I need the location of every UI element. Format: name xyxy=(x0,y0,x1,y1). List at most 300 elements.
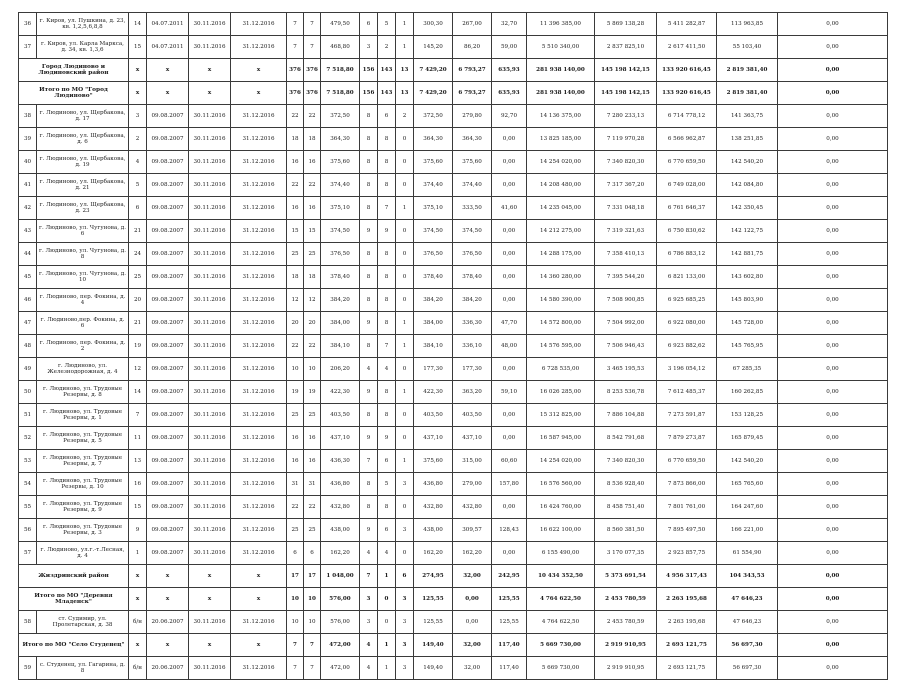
table-cell: 55 xyxy=(19,496,37,519)
table-cell: 16 xyxy=(304,427,321,450)
subtotal-row xyxy=(19,59,888,82)
table-cell: 0,00 xyxy=(492,289,527,312)
table-cell: x xyxy=(189,82,231,105)
table-cell: 59,10 xyxy=(492,381,527,404)
table-cell: 15 xyxy=(129,36,147,59)
table-row xyxy=(19,174,888,197)
table-cell: 30.11.2016 xyxy=(189,358,231,381)
table-cell: 10 xyxy=(287,358,304,381)
table-cell: 10 xyxy=(304,611,321,634)
table-cell: 0,00 xyxy=(778,588,888,611)
table-cell: 7 xyxy=(378,197,396,220)
table-cell: 31.12.2016 xyxy=(231,36,287,59)
table-cell: 0,00 xyxy=(778,473,888,496)
table-row xyxy=(19,542,888,565)
table-cell: x xyxy=(189,59,231,82)
table-cell: 125,55 xyxy=(414,611,453,634)
table-cell: 20 xyxy=(304,312,321,335)
subtotal-label: Итого по МО "Село Студенец" xyxy=(19,634,129,657)
table-cell: 31.12.2016 xyxy=(231,13,287,36)
table-cell: 0 xyxy=(396,496,414,519)
table-cell: 9 xyxy=(378,427,396,450)
table-cell: 16 xyxy=(129,473,147,496)
table-cell: 143 xyxy=(378,59,396,82)
table-cell: 09.08.2007 xyxy=(147,289,189,312)
table-cell: 2 263 195,68 xyxy=(657,588,717,611)
table-cell: 30.11.2016 xyxy=(189,220,231,243)
table-row xyxy=(19,128,888,151)
table-cell: 2 453 780,59 xyxy=(595,588,657,611)
table-cell: 20.06.2007 xyxy=(147,657,189,680)
table-cell: г. Людиново, ул. Щербакова, д. 23 xyxy=(37,197,129,220)
table-cell: 2 923 857,75 xyxy=(657,542,717,565)
table-cell: 7 xyxy=(304,36,321,59)
table-cell: 6 xyxy=(378,105,396,128)
table-cell: 7 xyxy=(304,634,321,657)
table-cell: 18 xyxy=(287,266,304,289)
table-cell: 22 xyxy=(287,105,304,128)
table-cell: 0,00 xyxy=(492,174,527,197)
table-cell: 165 765,60 xyxy=(717,473,778,496)
table-cell: 437,10 xyxy=(321,427,360,450)
table-cell: б/н xyxy=(129,657,147,680)
table-cell: x xyxy=(129,588,147,611)
table-cell: 267,00 xyxy=(453,13,492,36)
table-row xyxy=(19,473,888,496)
table-cell: 7 xyxy=(304,13,321,36)
table-cell: 09.08.2007 xyxy=(147,496,189,519)
table-cell: 47 xyxy=(19,312,37,335)
table-cell: 384,20 xyxy=(414,289,453,312)
table-cell: 7 xyxy=(360,450,378,473)
table-cell: 20 xyxy=(129,289,147,312)
table-cell: 2 263 195,68 xyxy=(657,611,717,634)
table-cell: 09.08.2007 xyxy=(147,128,189,151)
table-cell: 0,00 xyxy=(492,243,527,266)
table-cell: 67 285,35 xyxy=(717,358,778,381)
table-cell: 60,60 xyxy=(492,450,527,473)
table-cell: 117,40 xyxy=(492,634,527,657)
table-cell: 177,30 xyxy=(414,358,453,381)
table-cell: 0,00 xyxy=(492,266,527,289)
table-cell: 0,00 xyxy=(492,404,527,427)
table-cell: 3 xyxy=(396,519,414,542)
table-cell: 16 026 285,00 xyxy=(527,381,595,404)
table-cell: 47 646,23 xyxy=(717,588,778,611)
table-cell: 25 xyxy=(304,519,321,542)
table-cell: 0 xyxy=(396,128,414,151)
table-cell: 7 xyxy=(287,657,304,680)
table-cell: 7 801 761,00 xyxy=(657,496,717,519)
table-cell: 0 xyxy=(378,588,396,611)
table-cell: 0,00 xyxy=(778,105,888,128)
table-cell: 56 697,30 xyxy=(717,657,778,680)
table-cell: 57 xyxy=(19,542,37,565)
table-cell: 336,30 xyxy=(453,312,492,335)
table-cell: 8 xyxy=(378,312,396,335)
table-cell: 375,60 xyxy=(414,151,453,174)
table-cell: 14 288 175,00 xyxy=(527,243,595,266)
table-cell: 10 xyxy=(287,588,304,611)
table-cell: б/н xyxy=(129,611,147,634)
table-cell: 6 xyxy=(129,197,147,220)
subtotal-row xyxy=(19,565,888,588)
table-cell: 45 xyxy=(19,266,37,289)
subtotal-label: Итого по МО "Деревня Младенск" xyxy=(19,588,129,611)
table-cell: 2 617 411,50 xyxy=(657,36,717,59)
table-cell: 0 xyxy=(396,174,414,197)
table-cell: 30.11.2016 xyxy=(189,289,231,312)
table-cell: 0,00 xyxy=(778,174,888,197)
table-cell: 14 360 280,00 xyxy=(527,266,595,289)
table-cell: 31.12.2016 xyxy=(231,473,287,496)
table-cell: 153 128,25 xyxy=(717,404,778,427)
table-cell: 3 xyxy=(396,473,414,496)
table-cell: 7 xyxy=(360,565,378,588)
table-cell: 6 793,27 xyxy=(453,59,492,82)
table-cell: 125,55 xyxy=(492,611,527,634)
table-cell: 7 340 820,30 xyxy=(595,151,657,174)
table-cell: 160 262,85 xyxy=(717,381,778,404)
table-cell: x xyxy=(231,565,287,588)
table-row xyxy=(19,657,888,680)
table-cell: 165 879,45 xyxy=(717,427,778,450)
table-cell: 145,20 xyxy=(414,36,453,59)
table-cell: 49 xyxy=(19,358,37,381)
table-cell: 30.11.2016 xyxy=(189,335,231,358)
table-cell: 145 803,90 xyxy=(717,289,778,312)
table-cell: 113 963,85 xyxy=(717,13,778,36)
table-cell: 21 xyxy=(129,220,147,243)
table-cell: 7 518,80 xyxy=(321,82,360,105)
table-cell: 364,30 xyxy=(453,128,492,151)
table-cell: 5 xyxy=(378,13,396,36)
table-cell: 48 xyxy=(19,335,37,358)
table-cell: 468,80 xyxy=(321,36,360,59)
table-row xyxy=(19,404,888,427)
table-row xyxy=(19,289,888,312)
table-cell: 156 xyxy=(360,82,378,105)
table-cell: 0 xyxy=(396,427,414,450)
table-cell: 7 358 410,13 xyxy=(595,243,657,266)
table-cell: 31.12.2016 xyxy=(231,128,287,151)
table-cell: 8 xyxy=(360,473,378,496)
table-cell: 09.08.2007 xyxy=(147,105,189,128)
subtotal-label: Город Людиново и Людиновский район xyxy=(19,59,129,82)
table-cell: 7 xyxy=(304,657,321,680)
table-cell: 149,40 xyxy=(414,634,453,657)
table-cell: 19 xyxy=(304,381,321,404)
table-cell: 0,00 xyxy=(453,588,492,611)
table-cell: 56 xyxy=(19,519,37,542)
table-cell: г. Людиново, ул. Трудовые Резервы, д. 5 xyxy=(37,427,129,450)
table-cell: 143 602,80 xyxy=(717,266,778,289)
table-cell: 16 622 100,00 xyxy=(527,519,595,542)
table-cell: 12 xyxy=(304,289,321,312)
table-cell: 30.11.2016 xyxy=(189,312,231,335)
table-cell: 51 xyxy=(19,404,37,427)
table-cell: 14 572 800,00 xyxy=(527,312,595,335)
subtotal-label: Итого по МО "Город Людиново" xyxy=(19,82,129,105)
table-cell: 0,00 xyxy=(778,151,888,174)
table-cell: x xyxy=(147,565,189,588)
table-cell: 13 825 185,00 xyxy=(527,128,595,151)
table-cell: 309,57 xyxy=(453,519,492,542)
table-cell: 32,70 xyxy=(492,13,527,36)
table-cell: 14 576 595,00 xyxy=(527,335,595,358)
table-cell: 8 xyxy=(360,289,378,312)
table-cell: x xyxy=(189,634,231,657)
table-cell: 156 xyxy=(360,59,378,82)
table-cell: 376,50 xyxy=(453,243,492,266)
table-cell: 142 540,20 xyxy=(717,450,778,473)
table-cell: 8 560 381,50 xyxy=(595,519,657,542)
table-cell: 0,00 xyxy=(778,404,888,427)
table-cell: 2 919 910,95 xyxy=(595,634,657,657)
table-cell: x xyxy=(129,59,147,82)
table-cell: г. Людиново, ул. Трудовые Резервы, д. 10 xyxy=(37,473,129,496)
table-cell: 7 895 497,50 xyxy=(657,519,717,542)
table-cell: 0,00 xyxy=(492,427,527,450)
table-cell: 125,55 xyxy=(414,588,453,611)
table-cell: 374,50 xyxy=(453,220,492,243)
table-cell: г. Людиново, ул. Чугунова, д. 6 xyxy=(37,220,129,243)
table-cell: 09.08.2007 xyxy=(147,427,189,450)
table-cell: 31.12.2016 xyxy=(231,266,287,289)
table-cell: 2 837 825,10 xyxy=(595,36,657,59)
table-cell: 10 434 352,50 xyxy=(527,565,595,588)
table-cell: 438,00 xyxy=(414,519,453,542)
table-cell: г. Людиново, ул. Щербакова, д. 17 xyxy=(37,105,129,128)
table-cell: 6 728 535,00 xyxy=(527,358,595,381)
table-cell: 141 363,75 xyxy=(717,105,778,128)
table-cell: 5 xyxy=(129,174,147,197)
table-cell: 403,50 xyxy=(321,404,360,427)
table-cell: 17 xyxy=(287,565,304,588)
table-cell: 10 xyxy=(287,611,304,634)
table-cell: 117,40 xyxy=(492,657,527,680)
table-cell: 8 536 928,40 xyxy=(595,473,657,496)
table-cell: 31 xyxy=(287,473,304,496)
table-cell: 16 xyxy=(287,450,304,473)
table-cell: 48,00 xyxy=(492,335,527,358)
table-cell: 30.11.2016 xyxy=(189,13,231,36)
table-cell: 46 xyxy=(19,289,37,312)
table-cell: 372,50 xyxy=(321,105,360,128)
table-cell: 206,20 xyxy=(321,358,360,381)
table-cell: 384,20 xyxy=(321,289,360,312)
table-cell: 8 xyxy=(360,404,378,427)
table-cell: 14 xyxy=(129,381,147,404)
table-cell: 375,60 xyxy=(321,151,360,174)
table-cell: 31.12.2016 xyxy=(231,519,287,542)
table-cell: 0,00 xyxy=(778,381,888,404)
table-cell: 31.12.2016 xyxy=(231,220,287,243)
table-cell: г. Людиново, ул.г.-т.Лесная, д. 4 xyxy=(37,542,129,565)
table-cell: 374,40 xyxy=(321,174,360,197)
table-cell: 15 312 825,00 xyxy=(527,404,595,427)
table-cell: 30.11.2016 xyxy=(189,105,231,128)
table-cell: 2 xyxy=(396,105,414,128)
table-cell: 6 821 133,00 xyxy=(657,266,717,289)
table-cell: 16 xyxy=(304,450,321,473)
table-cell: 0 xyxy=(396,220,414,243)
table-cell: 22 xyxy=(304,496,321,519)
table-cell: 12 xyxy=(129,358,147,381)
table-cell: 30.11.2016 xyxy=(189,381,231,404)
table-row xyxy=(19,358,888,381)
table-cell: 30.11.2016 xyxy=(189,266,231,289)
table-cell: г. Людиново, ул. Трудовые Резервы, д. 8 xyxy=(37,381,129,404)
table-cell: 0 xyxy=(378,611,396,634)
table-cell: 09.08.2007 xyxy=(147,519,189,542)
table-cell: 3 465 195,53 xyxy=(595,358,657,381)
table-cell: 384,00 xyxy=(414,312,453,335)
table-cell: 1 xyxy=(396,450,414,473)
table-cell: 10 xyxy=(304,588,321,611)
table-cell: 133 920 616,45 xyxy=(657,59,717,82)
table-cell: г. Людиново, пер. Фокина, д. 2 xyxy=(37,335,129,358)
table-cell: 432,80 xyxy=(453,496,492,519)
table-cell: 133 920 616,45 xyxy=(657,82,717,105)
table-cell: 31 xyxy=(304,473,321,496)
table-cell: 372,50 xyxy=(414,105,453,128)
table-cell: 0,00 xyxy=(778,289,888,312)
table-cell: 6 xyxy=(396,565,414,588)
table-cell: x xyxy=(129,634,147,657)
table-cell: 58 xyxy=(19,611,37,634)
table-cell: 09.08.2007 xyxy=(147,220,189,243)
table-cell: 04.07.2011 xyxy=(147,36,189,59)
table-cell: 1 xyxy=(396,335,414,358)
table-cell: 31.12.2016 xyxy=(231,450,287,473)
table-cell: 5 869 138,28 xyxy=(595,13,657,36)
table-cell: 22 xyxy=(304,335,321,358)
table-cell: x xyxy=(231,588,287,611)
table-cell: 4 xyxy=(378,358,396,381)
table-cell: 6 714 778,12 xyxy=(657,105,717,128)
table-cell: 7 518,80 xyxy=(321,59,360,82)
table-cell: 0,00 xyxy=(778,611,888,634)
table-cell: 14 xyxy=(129,13,147,36)
table-row xyxy=(19,427,888,450)
table-cell: 25 xyxy=(287,404,304,427)
table-cell: 7 xyxy=(129,404,147,427)
housing-program-table xyxy=(18,12,888,680)
table-cell: 1 xyxy=(378,565,396,588)
table-cell: 8 542 791,68 xyxy=(595,427,657,450)
table-cell: 422,30 xyxy=(321,381,360,404)
table-cell: 18 xyxy=(304,266,321,289)
table-cell: 143 xyxy=(378,82,396,105)
table-cell: 53 xyxy=(19,450,37,473)
table-cell: 635,93 xyxy=(492,82,527,105)
table-cell: 3 xyxy=(396,588,414,611)
table-cell: 8 xyxy=(360,243,378,266)
table-cell: 7 319 321,63 xyxy=(595,220,657,243)
table-cell: 576,00 xyxy=(321,588,360,611)
table-cell: 364,30 xyxy=(414,128,453,151)
table-cell: 145 198 142,15 xyxy=(595,59,657,82)
table-cell: 22 xyxy=(287,496,304,519)
table-cell: 0,00 xyxy=(778,657,888,680)
table-cell: 22 xyxy=(287,174,304,197)
table-cell: 0 xyxy=(396,266,414,289)
table-cell: 378,40 xyxy=(321,266,360,289)
table-row xyxy=(19,197,888,220)
table-cell: 5 510 340,00 xyxy=(527,36,595,59)
table-cell: 0,00 xyxy=(492,358,527,381)
table-cell: 6 761 646,37 xyxy=(657,197,717,220)
table-cell: 6 922 080,00 xyxy=(657,312,717,335)
table-cell: 0 xyxy=(396,542,414,565)
table-cell: 30.11.2016 xyxy=(189,450,231,473)
table-cell: 576,00 xyxy=(321,611,360,634)
table-cell: 177,30 xyxy=(453,358,492,381)
table-cell: 403,50 xyxy=(414,404,453,427)
table-cell: 31.12.2016 xyxy=(231,174,287,197)
table-cell: 375,10 xyxy=(414,197,453,220)
table-cell: 09.08.2007 xyxy=(147,473,189,496)
table-cell: 128,43 xyxy=(492,519,527,542)
table-cell: 30.11.2016 xyxy=(189,657,231,680)
table-cell: 376 xyxy=(304,82,321,105)
table-row xyxy=(19,335,888,358)
table-body xyxy=(19,13,888,680)
table-cell: 09.08.2007 xyxy=(147,243,189,266)
table-cell: 8 xyxy=(378,243,396,266)
table-cell: 8 xyxy=(378,496,396,519)
table-cell: 2 693 121,75 xyxy=(657,657,717,680)
table-cell: 7 119 970,28 xyxy=(595,128,657,151)
table-cell: 376,50 xyxy=(321,243,360,266)
table-cell: 11 xyxy=(129,427,147,450)
table-cell: 374,50 xyxy=(414,220,453,243)
table-cell: 39 xyxy=(19,128,37,151)
table-cell: 142 084,80 xyxy=(717,174,778,197)
table-cell: 376,50 xyxy=(414,243,453,266)
table-cell: 4 xyxy=(360,634,378,657)
table-cell: 30.11.2016 xyxy=(189,519,231,542)
table-cell: 162,20 xyxy=(453,542,492,565)
table-cell: 59 xyxy=(19,657,37,680)
table-cell: 31.12.2016 xyxy=(231,611,287,634)
table-cell: 13 xyxy=(129,450,147,473)
table-cell: 7 886 104,88 xyxy=(595,404,657,427)
table-cell: 15 xyxy=(304,220,321,243)
table-row xyxy=(19,36,888,59)
table-cell: 0,00 xyxy=(778,243,888,266)
table-cell: 6 793,27 xyxy=(453,82,492,105)
table-cell: 59,00 xyxy=(492,36,527,59)
table-cell: 25 xyxy=(287,243,304,266)
table-cell: 31.12.2016 xyxy=(231,657,287,680)
table-cell: 142 350,45 xyxy=(717,197,778,220)
table-cell: 25 xyxy=(304,404,321,427)
table-cell: 376 xyxy=(287,82,304,105)
table-cell: 7 612 485,37 xyxy=(657,381,717,404)
table-cell: 30.11.2016 xyxy=(189,174,231,197)
table-cell: 9 xyxy=(360,381,378,404)
table-cell: 635,93 xyxy=(492,59,527,82)
table-cell: 8 xyxy=(378,289,396,312)
table-cell: 1 xyxy=(396,197,414,220)
table-cell: 09.08.2007 xyxy=(147,174,189,197)
table-row xyxy=(19,381,888,404)
table-cell: 6 xyxy=(378,519,396,542)
table-cell: 31.12.2016 xyxy=(231,335,287,358)
table-cell: 8 xyxy=(360,266,378,289)
